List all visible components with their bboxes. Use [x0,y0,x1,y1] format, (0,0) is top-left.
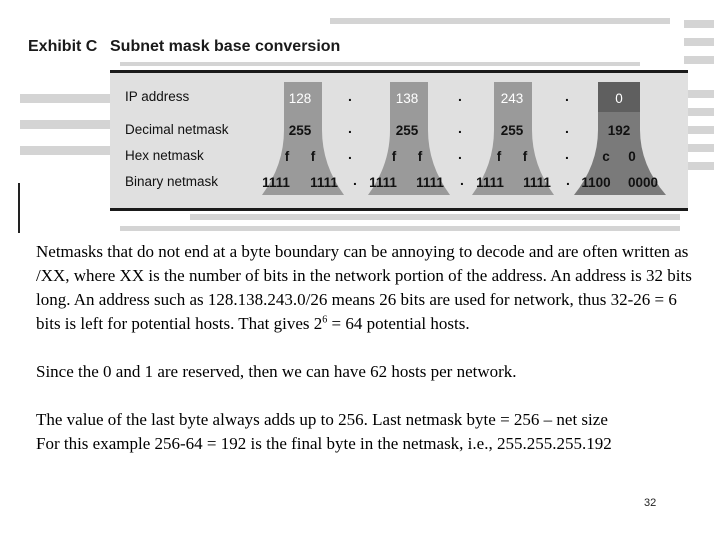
separator-dot: . [348,88,352,104]
hex-digit: f [310,149,316,164]
decimal-octet-3: 255 [500,123,524,138]
bottom-rule [110,208,688,211]
separator-dot: . [566,172,570,188]
binary-nibble: 1111 [369,175,397,190]
ip-octet-2: 138 [395,91,419,106]
row-label-binary-netmask: Binary netmask [125,174,219,189]
row-label-hex-netmask: Hex netmask [125,148,204,163]
separator-dot: . [460,172,464,188]
binary-nibble: 1111 [476,175,504,190]
hex-digit: c [602,149,610,164]
ip-octet-4: 0 [615,91,623,106]
separator-dot: . [458,120,462,136]
hex-digit: f [284,149,290,164]
binary-nibble: 1111 [262,175,290,190]
exponent: 6 [322,314,328,326]
binary-nibble: 1111 [416,175,444,190]
hex-digit: f [391,149,397,164]
decimal-octet-1: 255 [288,123,312,138]
row-label-ip-address: IP address [125,89,190,104]
separator-dot: . [565,88,569,104]
exhibit-title: Subnet mask base conversion [110,38,341,55]
paragraph-1-text: Netmasks that do not end at a byte boundary can be annoying to decode and are often written as /XX, where XX is the number of bits in the network portion of the address. An address is 32 bits long. An address such as 128.138.243.0/26 means 26 bits are used for network, thus 32-26 = 6 bits is left for potential hosts. That gives 2 [36,242,692,333]
separator-dot: . [458,146,462,162]
decimal-octet-4: 192 [607,123,631,138]
octet-shapes [0,0,720,235]
hex-digit: 0 [628,149,636,164]
binary-nibble: 1100 [581,175,611,190]
row-label-decimal-netmask: Decimal netmask [125,122,229,137]
scan-margin-line [18,183,20,233]
paragraph-netmask-explanation [36,240,696,336]
binary-nibble: 1111 [523,175,551,190]
page-number: 32 [644,497,657,509]
decimal-octet-2: 255 [395,123,419,138]
binary-nibble: 1111 [310,175,338,190]
binary-nibble: 0000 [627,175,659,190]
ip-octet-1: 128 [288,91,312,106]
paragraph-1-text-end: = 64 potential hosts. [327,314,470,333]
separator-dot: . [565,120,569,136]
separator-dot: . [458,88,462,104]
ip-octet-3: 243 [500,91,524,106]
separator-dot: . [348,146,352,162]
separator-dot: . [353,172,357,188]
hex-digit: f [496,149,502,164]
body-text [36,240,696,456]
paragraph-last-byte: The value of the last byte always adds up to 256. Last netmask byte = 256 – net size [36,410,608,429]
paragraph-example: For this example 256-64 = 192 is the final byte in the netmask, i.e., 255.255.255.192 [36,434,612,453]
separator-dot: . [348,120,352,136]
hex-digit: f [417,149,423,164]
exhibit-label: Exhibit C [28,38,98,55]
paragraph-reserved-hosts: Since the 0 and 1 are reserved, then we can have 62 hosts per network. [36,362,517,381]
separator-dot: . [565,146,569,162]
hex-digit: f [522,149,528,164]
exhibit-figure [0,0,720,235]
